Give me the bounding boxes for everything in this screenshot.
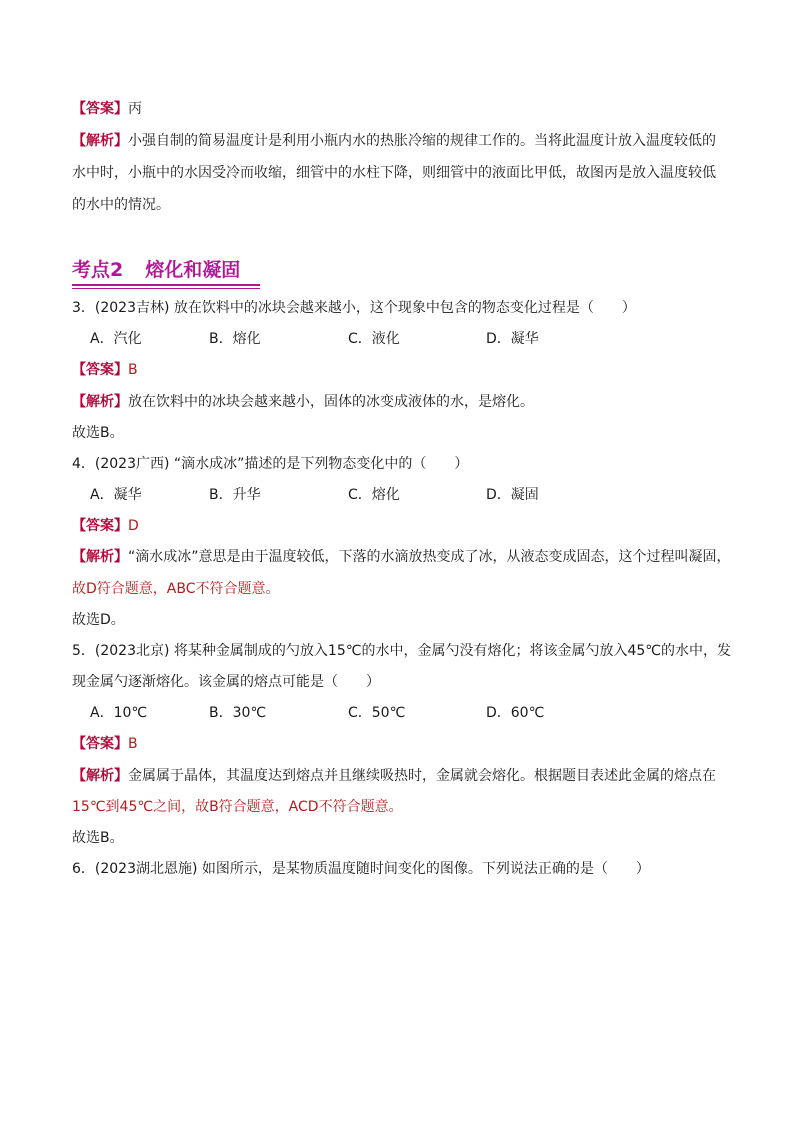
analysis-label: 【解析】 [72, 768, 128, 784]
q5-choose: 故选B。 [72, 830, 124, 846]
section-underline-thin [72, 288, 260, 289]
q2-analysis-text-1: 小强自制的简易温度计是利用小瓶内水的热胀冷缩的规律工作的。当将此温度计放入温度较低的 [128, 133, 716, 149]
q4-option-a: A．凝华 [90, 487, 142, 503]
q4-answer-value: D [128, 518, 139, 534]
q4-stem: 4．(2023广西) “滴水成冰”描述的是下列物态变化中的（ ） [72, 456, 469, 472]
q2-analysis-line-2: 水中时，小瓶中的水因受冷而收缩，细管中的水柱下降，则细管中的液面比甲低，故图丙是放入温度较低 [72, 165, 716, 181]
q3-answer [72, 359, 138, 381]
q5-analysis-line-1 [72, 765, 716, 787]
q2-answer-value: 丙 [128, 101, 142, 117]
q3-option-c: C．液化 [348, 331, 400, 347]
answer-label: 【答案】 [72, 101, 128, 117]
q2-analysis-line-3: 的水中的情况。 [72, 197, 170, 213]
analysis-label: 【解析】 [72, 394, 128, 410]
q5-option-b: B．30℃ [209, 705, 267, 721]
answer-label: 【答案】 [72, 736, 128, 752]
q4-analysis-line-2: 故D符合题意，ABC不符合题意。 [72, 581, 280, 597]
q3-choose: 故选B。 [72, 425, 124, 441]
q2-answer [72, 98, 142, 120]
q4-choose: 故选D。 [72, 612, 125, 628]
section-heading [72, 256, 240, 285]
q3-stem: 3．(2023吉林) 放在饮料中的冰块会越来越小，这个现象中包含的物态变化过程是（ ） [72, 300, 636, 316]
q5-analysis-text-1: 金属属于晶体，其温度达到熔点并且继续吸热时，金属就会熔化。根据题目表述此金属的熔点在 [128, 768, 716, 784]
q6-stem: 6．(2023湖北恩施) 如图所示，是某物质温度随时间变化的图像。下列说法正确的是（ ） [72, 861, 650, 877]
q5-answer [72, 733, 138, 755]
q5-analysis-line-2: 15℃到45℃之间，故B符合题意，ACD不符合题意。 [72, 799, 403, 815]
q5-option-a: A．10℃ [90, 705, 148, 721]
q5-answer-value: B [128, 736, 138, 752]
q4-analysis-text-1: “滴水成冰”意思是由于温度较低，下落的水滴放热变成了冰，从液态变成固态，这个过程叫凝固， [128, 549, 731, 565]
q3-option-a: A．汽化 [90, 331, 142, 347]
q5-option-d: D．60℃ [486, 705, 545, 721]
q2-analysis-line-1 [72, 130, 716, 152]
q5-option-c: C．50℃ [348, 705, 406, 721]
q3-analysis [72, 391, 534, 413]
q3-analysis-text: 放在饮料中的冰块会越来越小，固体的冰变成液体的水，是熔化。 [128, 394, 534, 410]
q4-option-c: C．熔化 [348, 487, 400, 503]
q4-option-d: D．凝固 [486, 487, 539, 503]
q4-option-b: B．升华 [209, 487, 261, 503]
q4-answer [72, 515, 139, 537]
section-title: 熔化和凝固 [145, 259, 241, 281]
q3-answer-value: B [128, 362, 138, 378]
answer-label: 【答案】 [72, 362, 128, 378]
q5-stem-line-2: 现金属勺逐渐熔化。该金属的熔点可能是（ ） [72, 674, 380, 690]
section-underline [72, 284, 260, 286]
analysis-label: 【解析】 [72, 133, 128, 149]
q3-option-b: B．熔化 [209, 331, 261, 347]
q4-analysis-line-1 [72, 546, 731, 568]
answer-label: 【答案】 [72, 518, 128, 534]
q5-stem-line-1: 5．(2023北京) 将某种金属制成的勺放入15℃的水中，金属勺没有熔化；将该金属勺放入45℃的水中，发 [72, 643, 731, 659]
section-number: 考点2 [72, 259, 124, 281]
analysis-label: 【解析】 [72, 549, 128, 565]
q3-option-d: D．凝华 [486, 331, 539, 347]
